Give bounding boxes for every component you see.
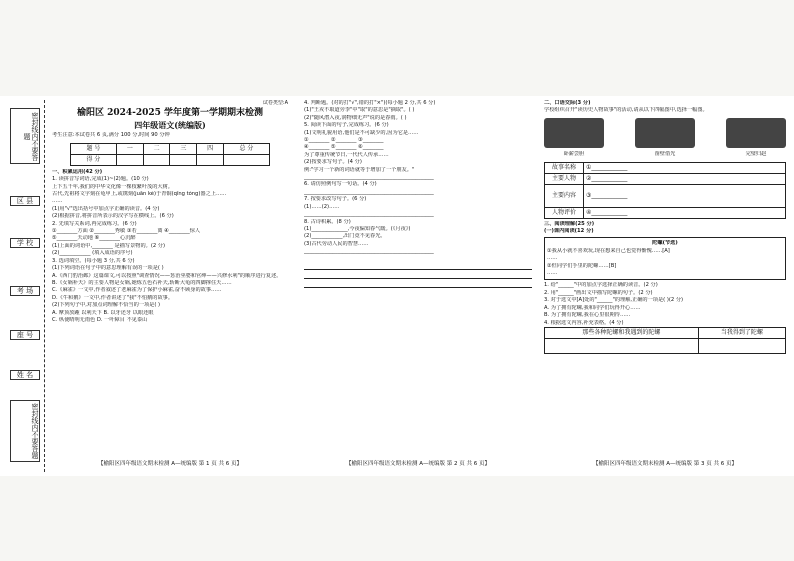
question-line: (2)____________,出门竟不见春光。: [304, 233, 386, 240]
question-line: ①________方面 ②________秀敏 ③若________离 ④________惊人: [52, 228, 201, 235]
table-cell[interactable]: [698, 338, 785, 353]
question-line: 古代,先祖将文字刻在龟甲上,或镌刻(juān kè)于青铜(qīng tóng)器之上……: [52, 191, 227, 198]
question-line: B. 为了拥有陀螺,我在心里很期待……: [544, 312, 631, 319]
picture-card[interactable]: [544, 118, 604, 159]
col1-questions: [52, 176, 288, 324]
answer-line[interactable]: __________________________________________________: [304, 248, 434, 255]
question-line: A. 为了拥有陀螺,我和同学们玩得开心……: [544, 304, 641, 311]
page-footer-2: 【榆阳区四年级语文期末检测 A—统编版 第 2 页 共 6 页】: [345, 460, 490, 467]
illustration-icon: [726, 118, 786, 148]
question-line: 上下五千年,我们的中华文化像一棵枝繁叶茂的大树。: [52, 183, 173, 190]
question-line: C. 纵使晴明无雨色 D. 一叶障目 不见泰山: [52, 316, 148, 323]
section-heading-3: 三、阅读理解(25 分): [544, 220, 595, 227]
binding-margin: [6, 100, 45, 472]
picture-row: [544, 118, 786, 159]
question-line: ①________ ②________ ③________: [304, 137, 384, 144]
score-header: 四: [197, 143, 224, 154]
score-header: 二: [143, 143, 170, 154]
picture-caption: 凿壁借光: [654, 151, 676, 158]
question-line: 7. 按要求改写句子。(6 分): [304, 196, 367, 203]
question-line: (2)____________ (填入成语的序号): [52, 250, 133, 257]
question-line: A. 摩顶放踵 以利天下 B. 以牙还牙 以眼还眼: [52, 309, 154, 316]
answer-rule[interactable]: [304, 262, 532, 270]
question-line: ④________ ⑤________ ⑥________: [304, 144, 384, 151]
passage-line: ①我从小就不喜欢玩,现在想来自己也觉得惭愧……[A]: [547, 247, 670, 254]
question-line: (1)……(2)……: [304, 203, 340, 210]
question-line: D.《牛和鹅》一文中,作者讲述了"我"不怕鹅的故事。: [52, 294, 174, 301]
field-room: 考 场: [10, 286, 40, 296]
table-cell[interactable]: [545, 338, 699, 353]
form-input[interactable]: ①____________: [584, 162, 786, 173]
question-line: 3. 选词填空。(每小题 3 分,共 6 分): [52, 257, 135, 264]
exam-subject: 四年级语文(统编版): [134, 120, 206, 131]
field-school: 学 校: [10, 238, 40, 248]
question-line: 2. 用"______"画出文中描写陀螺的句子。(2 分): [544, 289, 653, 296]
col2-questions: [304, 100, 532, 256]
subsection-heading: (一)课内阅读(12 分): [544, 228, 594, 235]
question-line: 6. 请仿照例句写一句话。(4 分): [304, 181, 377, 188]
question-line: 5. 阅读下面的句子,完成练习。(6 分): [304, 122, 389, 129]
form-input[interactable]: ②____________: [584, 173, 786, 184]
table-header: 当我得到了陀螺: [698, 327, 785, 338]
question-line: A.《西门豹治邺》这篇课文,可以按照"调查情况——惩治巫婆和官绅——兴修水利"的顺序进行复述。: [52, 272, 282, 279]
instructions: 考生注意:本试卷共 6 页,满分 100 分,时间 90 分钟: [52, 132, 170, 139]
score-cell[interactable]: [197, 154, 224, 165]
page-column-3: [544, 100, 786, 472]
reading-passage: [544, 237, 786, 280]
question-line: 8. 古诗积累。(8 分): [304, 218, 351, 225]
question-line: (1)上面的词语中,________ 是描写景物的。(2 分): [52, 242, 166, 249]
score-cell[interactable]: [170, 154, 197, 165]
question-line: 1. 读拼音写词语,完成(1)~(2)题。(10 分): [52, 176, 149, 183]
question-line: ⑤________天动地 ⑥________心沉醉: [52, 235, 136, 242]
section-heading-2: 二、口语交际(3 分): [544, 100, 591, 106]
answer-line[interactable]: __________________________________________________: [304, 211, 434, 218]
illustration-icon: [544, 118, 604, 148]
field-district: 区 县: [10, 196, 40, 206]
field-seat: 座 号: [10, 330, 40, 340]
question-line: (2)下列句子中,对加点词理解不恰当的一项是( ): [52, 302, 161, 309]
form-input[interactable]: ③____________: [584, 184, 786, 207]
section-heading-1: 一、积累运用(42 分): [52, 168, 103, 175]
page-column-2: [304, 100, 532, 472]
passage-line: ……: [547, 255, 558, 262]
question-line: C.《麻雀》一文中,作者叙述了老麻雀为了保护小麻雀,奋不顾身的故事……: [52, 287, 222, 294]
answer-rule[interactable]: [304, 271, 532, 279]
question-line: (2)按要求写句子。(4 分): [304, 159, 362, 166]
question-line: (1)"王戎不取道旁李"中"取"的意思是"摘取"。( ): [304, 107, 415, 114]
question-line: ……: [52, 198, 63, 205]
picture-caption: 卧薪尝胆: [563, 151, 585, 158]
form-label: 主要内容: [545, 184, 584, 207]
score-table: [70, 143, 270, 166]
score-header: 三: [170, 143, 197, 154]
form-label: 人物评价: [545, 207, 584, 218]
table-header: 那些各种陀螺和我遇到的陀螺: [545, 327, 699, 338]
paper-type: 试卷类型:A: [262, 100, 288, 106]
question-line: 4. 判断题。(对的打"√",错的打"×")(每小题 2 分,共 6 分): [304, 100, 436, 106]
picture-card[interactable]: [635, 118, 695, 159]
binding-warning-bottom: 密封线内不要答题: [10, 400, 40, 462]
question-line: 4. 根据选文内容,补充表格。(4 分): [544, 319, 624, 326]
score-header: 一: [116, 143, 143, 154]
question-line: (1)下列词语在句子中的意思理解有误的一项是( ): [52, 265, 164, 272]
score-cell[interactable]: [223, 154, 269, 165]
story-form: [544, 162, 786, 219]
score-cell[interactable]: [143, 154, 170, 165]
answer-rule[interactable]: [304, 280, 532, 288]
form-input[interactable]: ④____________: [584, 207, 786, 218]
binding-warning-top: 密封线内不要答题: [10, 108, 40, 164]
passage-line: ②但同学们手里的陀螺……[B]: [547, 262, 617, 269]
field-name: 姓 名: [10, 370, 40, 380]
exam-title: 榆阳区 2024-2025 学年度第一学期期末检测: [76, 108, 264, 119]
question-line: (1)用"√"选出括号中加点字正确的读音。(4 分): [52, 205, 160, 212]
answer-line[interactable]: __________________________________________________: [304, 188, 434, 195]
question-line: 1. 给"______"中的加点字选择正确的读音。(2 分): [544, 282, 658, 289]
question-line: B.《女娲补天》的主要人物是女娲,她炼五色石补天,斩断大龟的四脚撑住天……: [52, 279, 232, 286]
score-header: 题 号: [71, 143, 117, 154]
comparison-table: [544, 327, 786, 354]
picture-caption: 完璧归赵: [745, 151, 767, 158]
question-line: 2. 先填写关系词,再完成练习。(6 分): [52, 220, 137, 227]
question-line: (3)古代劳动人民的智慧……: [304, 240, 369, 247]
illustration-icon: [635, 118, 695, 148]
question-line: 为了尊重传统节日,一代代人传承……: [304, 151, 389, 158]
page-footer-1: 【榆阳区四年级语文期末检测 A—统编版 第 1 页 共 6 页】: [97, 460, 242, 467]
score-header: 总 分: [223, 143, 269, 154]
question-line: (2)根据拼音,将拼音所表示的汉字写在横线上。(6 分): [52, 213, 174, 220]
score-cell[interactable]: [116, 154, 143, 165]
form-label: 主要人物: [545, 173, 584, 184]
oral-instruction: 学校组织召开"读历史人物故事"的活动,请从以下四幅图中,选择一幅图。: [544, 107, 708, 114]
question-line: (1)文明礼貌用语,他们是不可缺少的,因为它是……: [304, 129, 419, 136]
question-line: (2)"随风潜入夜,润物细无声"说的是春雨。( ): [304, 114, 407, 121]
answer-line[interactable]: __________________________________________________: [304, 174, 434, 181]
question-line: 3. 对于选文中[A]处的"______"的理解,正确的一项是( )(2 分): [544, 297, 684, 304]
page-footer-3: 【榆阳区四年级语文期末检测 A—统编版 第 3 页 共 6 页】: [592, 460, 737, 467]
picture-card[interactable]: [726, 118, 786, 159]
form-label: 故事名称: [545, 162, 584, 173]
score-label: 得 分: [71, 154, 117, 165]
question-line: (1)______________,今夜偏知春气暖。(《月夜》): [304, 225, 411, 232]
passage-title: 陀螺(节选): [652, 240, 678, 247]
page-column-1: [52, 100, 288, 472]
question-line: 例:"学习一个新的词语就等于增加了一个朋友。": [304, 166, 415, 173]
passage-line: ……: [547, 270, 558, 277]
